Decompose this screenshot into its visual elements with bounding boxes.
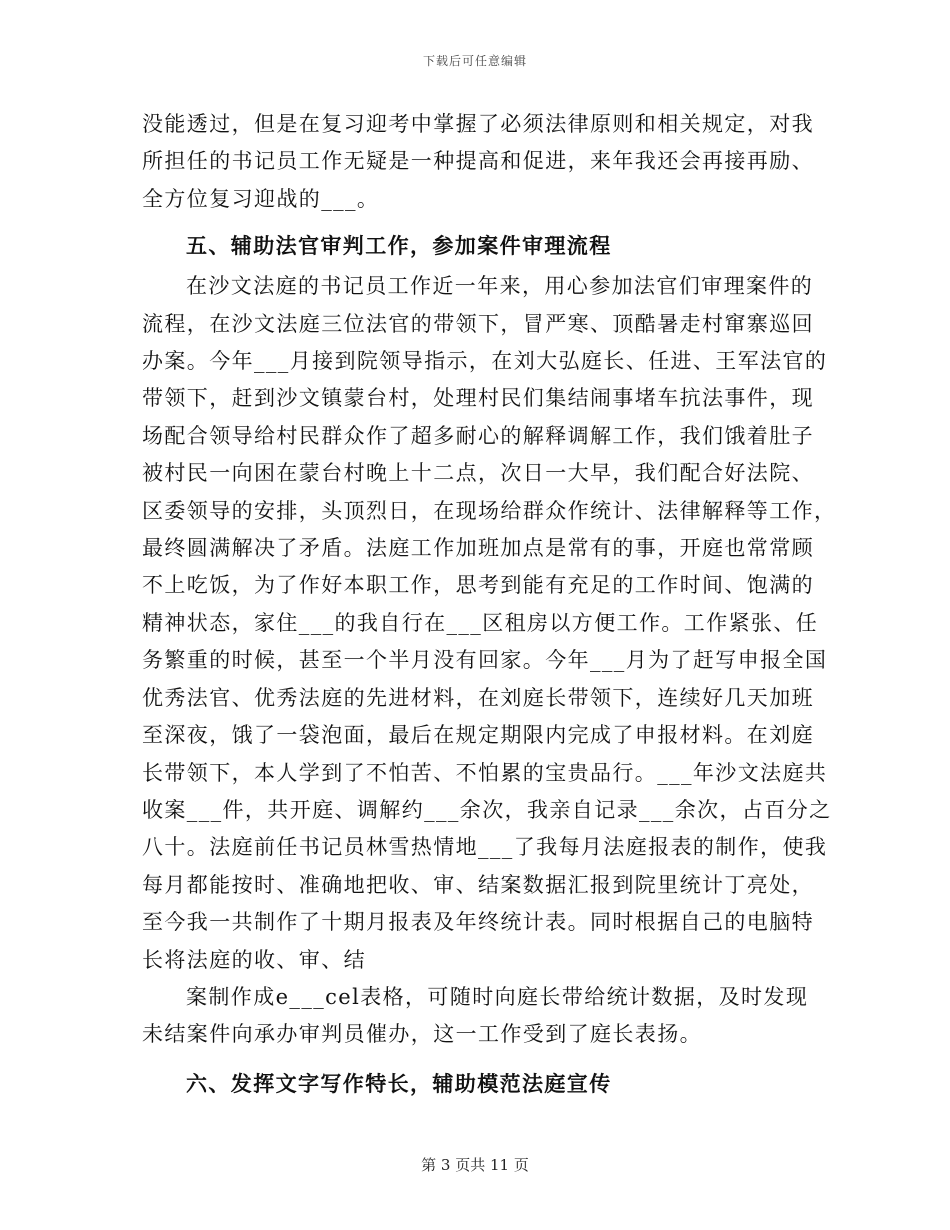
text-line: 在沙文法庭的书记员工作近一年来，用心参加法官们审理案件的 <box>186 274 814 299</box>
text-line: 收案___件，共开庭、调解约___余次，我亲自记录___余次，占百分之 <box>142 797 832 822</box>
text-line: 优秀法官、优秀法庭的先进材料，在刘庭长带领下，连续好几天加班 <box>142 685 814 710</box>
text-line: 长将法庭的收、审、结 <box>142 947 366 972</box>
text-line: 办案。今年___月接到院领导指示，在刘大弘庭长、任进、王军法官的 <box>142 349 828 374</box>
paragraph-3 <box>142 979 810 1054</box>
text-line: 每月都能按时、准确地把收、审、结案数据汇报到院里统计丁亮处， <box>142 872 814 897</box>
text-line: 被村民一向困在蒙台村晚上十二点，次日一大早，我们配合好法院、 <box>142 461 814 486</box>
page-number: 第 3 页共 11 页 <box>421 1156 529 1174</box>
paragraph-2 <box>142 268 837 979</box>
text-line: 流程，在沙文法庭三位法官的带领下，冒严寒、顶酷暑走村窜寨巡回 <box>142 311 814 336</box>
text-line: 所担任的书记员工作无疑是一种提高和促进，来年我还会再接再励、 <box>142 149 814 174</box>
text-line: 至今我一共制作了十期月报表及年终统计表。同时根据自己的电脑特 <box>142 910 814 935</box>
text-line: 精神状态，家住___的我自行在___区租房以方便工作。工作紧张、任 <box>142 610 819 635</box>
text-line: 场配合领导给村民群众作了超多耐心的解释调解工作，我们饿着肚子 <box>142 423 814 448</box>
text-line: 全方位复习迎战的___。 <box>142 186 380 211</box>
text-line: 带领下，赶到沙文镇蒙台村，处理村民们集结闹事堵车抗法事件，现 <box>142 386 814 411</box>
text-line: 区委领导的安排，头顶烈日，在现场给群众作统计、法律解释等工作， <box>142 498 837 523</box>
document-body <box>142 106 837 1102</box>
text-line: 长带领下，本人学到了不怕苦、不怕累的宝贵品行。___年沙文法庭共 <box>142 760 828 785</box>
text-line: 最终圆满解决了矛盾。法庭工作加班加点是常有的事，开庭也常常顾 <box>142 536 814 561</box>
text-line: 八十。法庭前任书记员林雪热情地___了我每月法庭报表的制作，使我 <box>142 835 828 860</box>
page-header: 下载后可任意编辑 <box>422 54 527 68</box>
text-line: 案制作成e___cel表格，可随时向庭长带给统计数据，及时发现 <box>186 984 809 1009</box>
section-heading-5: 五、辅助法官审判工作，参加案件审理流程 <box>186 233 612 259</box>
section-heading-6: 六、发挥文字写作特长，辅助模范法庭宣传 <box>186 1070 612 1096</box>
text-line: 至深夜，饿了一袋泡面，最后在规定期限内完成了申报材料。在刘庭 <box>142 723 814 748</box>
text-line: 不上吃饭，为了作好本职工作，思考到能有充足的工作时间、饱满的 <box>142 573 814 598</box>
text-line: 务繁重的时候，甚至一个半月没有回家。今年___月为了赶写申报全国 <box>142 648 828 673</box>
paragraph-1 <box>142 106 814 218</box>
text-line: 没能透过，但是在复习迎考中掌握了必须法律原则和相关规定，对我 <box>142 112 814 136</box>
text-line: 未结案件向承办审判员催办，这一工作受到了庭长表扬。 <box>142 1022 702 1047</box>
